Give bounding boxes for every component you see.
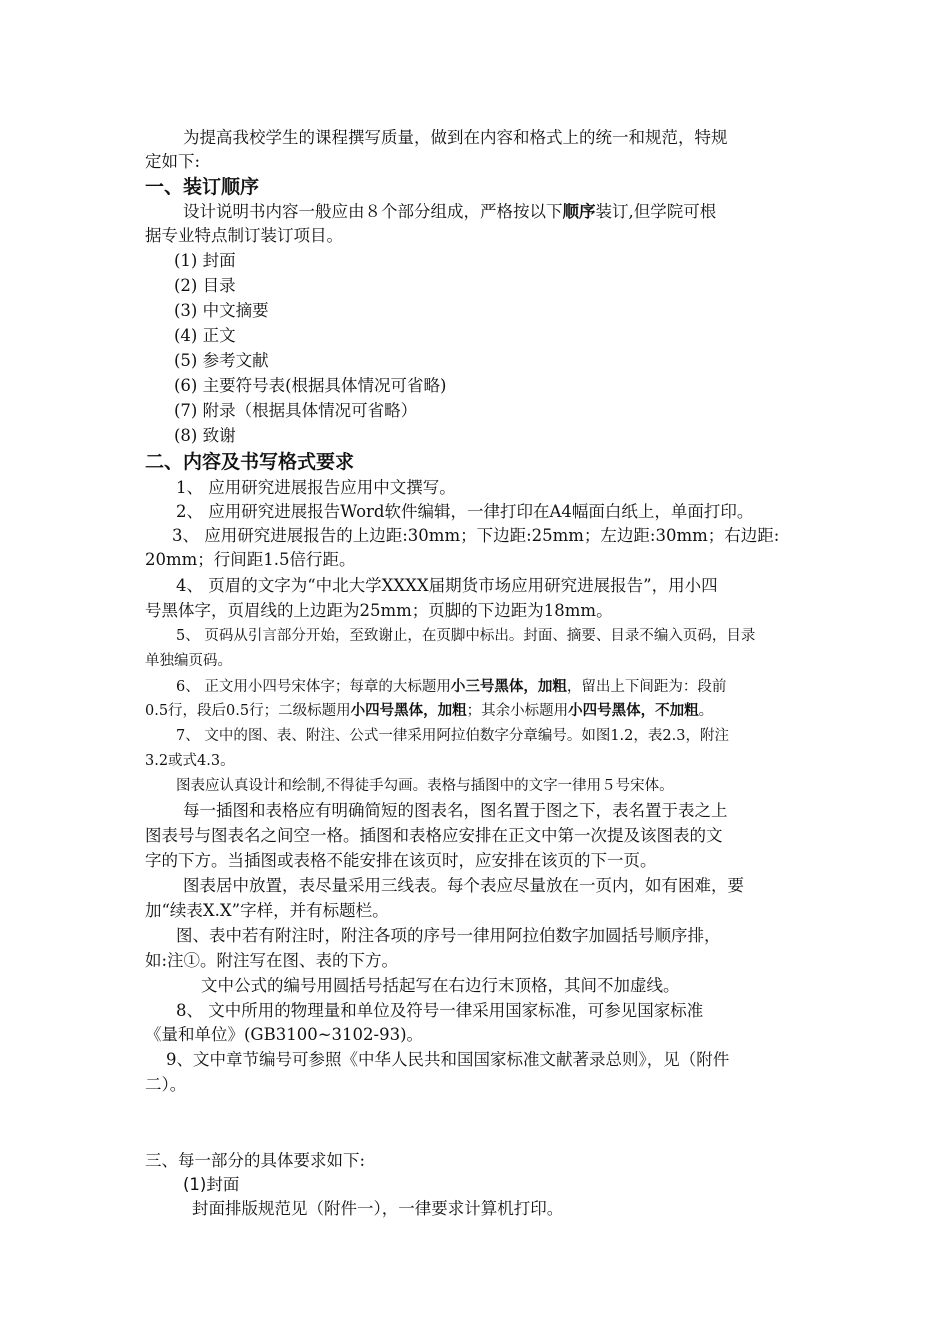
binding-item: (5) 参考文献: [174, 351, 269, 370]
rule-7-line-1: 7、 文中的图、表、附注、公式一律采用阿拉伯数字分章编号。如图1.2，表2.3，附注: [176, 728, 729, 744]
section-1-paragraph-line-2: 据专业特点制订装订项目。: [145, 226, 343, 245]
section-1-paragraph-bold: 顺序: [562, 202, 596, 221]
rule-4-line-1: 4、 页眉的文字为“中北大学XXXX届期货市场应用研究进展报告”，用小四: [176, 576, 718, 595]
rule-8-line-2: 《量和单位》(GB3100~3102-93)。: [145, 1025, 424, 1044]
figure-rule-1: 图表应认真设计和绘制,不得徒手勾画。表格与插图中的文字一律用５号宋体。: [176, 778, 674, 794]
rule-3-line-2: 20mm；行间距1.5倍行距。: [145, 550, 356, 569]
section-1-paragraph-text: 设计说明书内容一般应由８个部分组成，严格按以下: [183, 202, 563, 221]
figure-rule-2-line-3: 字的下方。当插图或表格不能安排在该页时，应安排在该页的下一页。: [145, 851, 657, 870]
binding-item: (7) 附录（根据具体情况可省略）: [174, 401, 418, 420]
binding-item: (6) 主要符号表(根据具体情况可省略): [174, 376, 447, 395]
rule-6-text: 。: [698, 703, 714, 719]
rule-9-line-1: 9、文中章节编号可参照《中华人民共和国国家标准文献著录总则》，见（附件: [166, 1050, 730, 1069]
rule-5-line-2: 单独编页码。: [145, 653, 232, 669]
binding-item: (4) 正文: [174, 326, 236, 345]
binding-item: (3) 中文摘要: [174, 301, 269, 320]
rule-6-bold: 小四号黑体，加粗: [350, 703, 467, 719]
cover-requirement: 封面排版规范见（附件一），一律要求计算机打印。: [192, 1199, 564, 1218]
rule-6-bold: 小三号黑体，加粗: [450, 679, 567, 695]
figure-rule-4-line-2: 如:注①。附注写在图、表的下方。: [145, 951, 399, 970]
binding-item: (1) 封面: [174, 251, 236, 270]
rule-8-line-1: 8、 文中所用的物理量和单位及符号一律采用国家标准，可参见国家标准: [176, 1001, 704, 1020]
rule-9-line-2: 二）。: [145, 1075, 187, 1094]
formula-rule: 文中公式的编号用圆括号括起写在右边行末顶格，其间不加虚线。: [201, 976, 680, 995]
rule-5-line-1: 5、 页码从引言部分开始，至致谢止，在页脚中标出。封面、摘要、目录不编入页码，目录: [176, 628, 756, 644]
rule-4-line-2: 号黑体字，页眉线的上边距为25mm；页脚的下边距为18mm。: [145, 601, 613, 620]
rule-6-text: 6、 正文用小四号宋体字；每章的大标题用: [176, 679, 451, 695]
rule-6-text: 0.5行，段后0.5行；二级标题用: [145, 703, 351, 719]
figure-rule-3-line-1: 图表居中放置，表尽量采用三线表。每个表应尽量放在一页内，如有困难，要: [183, 876, 744, 895]
section-2-heading: 二、内容及书写格式要求: [145, 451, 355, 473]
rule-6-text: ；其余小标题用: [466, 703, 569, 719]
rule-7-line-2: 3.2或式4.3。: [145, 753, 235, 769]
section-1-paragraph-text-end: 装订,但学院可根: [595, 202, 717, 221]
rule-3-line-1: 3、 应用研究进展报告的上边距:30mm；下边距:25mm；左边距:30mm；右边距:: [172, 526, 780, 545]
section-1-paragraph-line-1: [183, 201, 716, 223]
binding-item: (2) 目录: [174, 276, 236, 295]
cover-subheading: (1)封面: [183, 1175, 240, 1194]
section-3-heading: 三、每一部分的具体要求如下:: [145, 1151, 366, 1170]
figure-rule-2-line-2: 图表号与图表名之间空一格。插图和表格应安排在正文中第一次提及该图表的文: [145, 826, 723, 845]
section-1-heading: 一、装订顺序: [145, 176, 260, 198]
figure-rule-3-line-2: 加“续表X.X”字样，并有标题栏。: [145, 901, 389, 920]
rule-6-bold: 小四号黑体，不加粗: [568, 703, 699, 719]
rule-2: 2、 应用研究进展报告Word软件编辑，一律打印在A4幅面白纸上，单面打印。: [176, 502, 754, 521]
rule-6-text: ，留出上下间距为：段前: [566, 679, 727, 695]
rule-1: 1、 应用研究进展报告应用中文撰写。: [176, 478, 456, 497]
rule-6-line-2: [145, 700, 713, 722]
rule-6-line-1: [176, 676, 726, 698]
intro-line-2: 定如下:: [145, 152, 201, 171]
binding-item: (8) 致谢: [174, 426, 236, 445]
figure-rule-2-line-1: 每一插图和表格应有明确简短的图表名，图名置于图之下，表名置于表之上: [183, 801, 728, 820]
figure-rule-4-line-1: 图、表中若有附注时，附注各项的序号一律用阿拉伯数字加圆括号顺序排，: [176, 926, 721, 945]
intro-line-1: 为提高我校学生的课程撰写质量，做到在内容和格式上的统一和规范，特规: [183, 128, 728, 147]
